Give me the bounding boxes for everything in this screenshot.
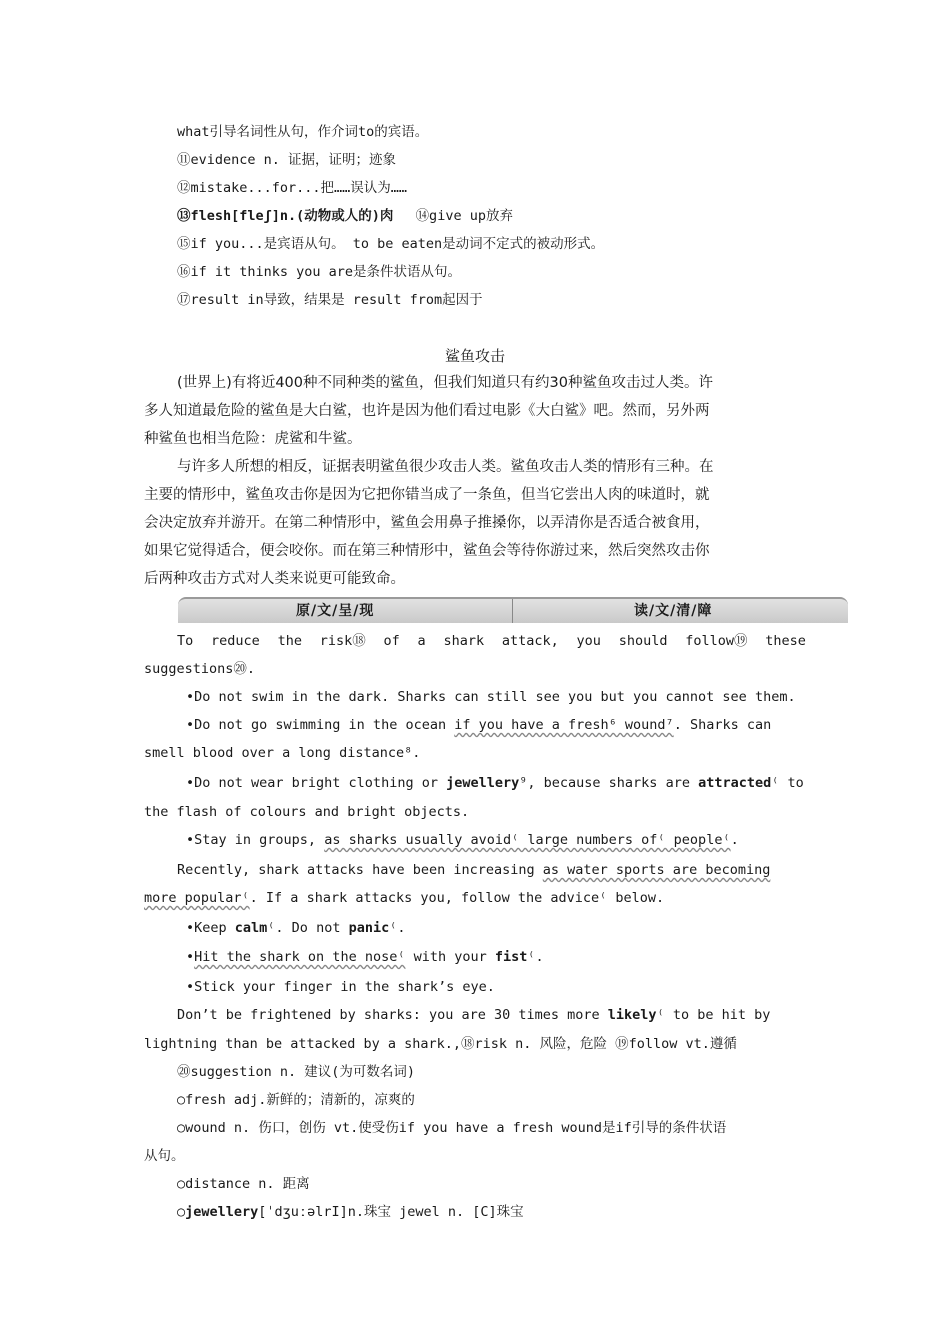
passage-line (177, 1005, 770, 1025)
header-reading-notes: 读/文/清/障 (634, 603, 713, 619)
passage-word: shark (443, 633, 485, 649)
note-line: ⑪evidence n. 证据，证明；迹象 (177, 152, 397, 168)
note-line (177, 1202, 524, 1222)
passage-line: the flash of colours and bright objects. (144, 804, 470, 820)
passage-text: ⁹, because sharks are (519, 775, 690, 791)
passage-text: ⁽. Do not (267, 920, 341, 936)
header-background (178, 597, 848, 623)
passage-word: attack, (501, 633, 559, 649)
header-original-text: 原/文/呈/现 (296, 603, 375, 619)
passage-text: with your (405, 949, 487, 965)
note-text: [ˈdʒuːəlrI]n.珠宝 jewel n. [C]珠宝 (258, 1204, 524, 1220)
passage-text: Don’t be frightened by sharks: you are 30 times more (177, 1007, 600, 1023)
passage-word: reduce (211, 633, 260, 649)
translation-line: (世界上)有将近400种不同种类的鲨鱼，但我们知道只有约30种鲨鱼攻击过人类。许 (177, 375, 713, 391)
passage-text: . If a shark attacks you, follow the advice⁽ below. (249, 890, 665, 906)
passage-line (186, 830, 739, 850)
translation-line: 主要的情形中，鲨鱼攻击你是因为它把你错当成了一条鱼，但当它尝出人肉的味道时，就 (144, 487, 710, 503)
note-line: ⑫mistake...for...把……误认为…… (177, 180, 408, 196)
passage-highlight: Hit the shark on the nose⁽ (194, 949, 406, 965)
passage-keyword: panic (348, 920, 390, 936)
passage-word: the (277, 633, 302, 649)
passage-text: ⁽ to be hit by (656, 1007, 771, 1023)
note-line: ⑮if you...是宾语从句。 to be eaten是动词不定式的被动形式。 (177, 236, 605, 252)
note-line: 从句。 (144, 1148, 185, 1164)
passage-line: suggestions⑳. (144, 661, 256, 677)
passage-word: should (618, 633, 668, 649)
passage-text: •Do not go swimming in the ocean (186, 717, 447, 733)
passage-word: risk⑱ (319, 633, 366, 649)
passage-highlight: if you have a fresh⁶ wound⁷ (454, 717, 674, 733)
header-divider (512, 599, 513, 623)
passage-text: . (730, 832, 739, 848)
passage-line (186, 947, 544, 967)
note-line: ○distance n. 距离 (177, 1176, 310, 1192)
passage-text: ⁽. (389, 920, 406, 936)
passage-text: Recently, shark attacks have been increasing (177, 862, 535, 878)
passage-text: •Keep (186, 920, 227, 936)
passage-word: a (417, 633, 426, 649)
translation-line: 多人知道最危险的鲨鱼是大白鲨，也许是因为他们看过电影《大白鲨》吧。然而，另外两 (144, 403, 710, 419)
note-line: ○fresh adj.新鲜的；清新的，凉爽的 (177, 1092, 415, 1108)
note-line: ○wound n. 伤口，创伤 vt.使受伤if you have a fresh wound是if引导的条件状语 (177, 1120, 727, 1136)
translation-line: 如果它觉得适合，便会咬你。而在第三种情形中，鲨鱼会等待你游过来，然后突然攻击你 (144, 543, 710, 559)
passage-word: To (177, 633, 194, 649)
note-keyword: jewellery (185, 1204, 259, 1220)
note-line: ⑳suggestion n. 建议(为可数名词) (177, 1064, 416, 1080)
note-text: ○ (177, 1204, 186, 1220)
note-line: ⑯if it thinks you are是条件状语从句。 (177, 264, 462, 280)
passage-highlight: as water sports are becoming (542, 862, 771, 878)
passage-word: these (765, 633, 806, 649)
passage-keyword: fist (494, 949, 528, 965)
passage-line (186, 918, 406, 938)
passage-word: you (576, 633, 601, 649)
translation-title: 鲨鱼攻击 (444, 347, 505, 365)
passage-text: ⁽. (527, 949, 544, 965)
note-line (177, 206, 513, 226)
passage-line: •Stick your finger in the shark’s eye. (186, 979, 495, 995)
passage-highlight: more popular⁽ (144, 890, 250, 906)
passage-word: follow⑲ (685, 633, 748, 649)
passage-keyword: jewellery (446, 775, 520, 791)
passage-text: . Sharks can (673, 717, 772, 733)
note-flesh: ⑬flesh[fleʃ]n.(动物或人的)肉 (177, 208, 394, 224)
passage-line (177, 631, 806, 651)
passage-line: lightning than be attacked by a shark.,⑱risk n. 风险，危险 ⑲follow vt.遵循 (144, 1036, 737, 1052)
translation-line: 种鲨鱼也相当危险：虎鲨和牛鲨。 (144, 431, 362, 447)
section-header-bar (178, 597, 848, 623)
translation-line: 会决定放弃并游开。在第二种情形中，鲨鱼会用鼻子推搡你，以弄清你是否适合被食用， (144, 515, 710, 531)
passage-line (186, 773, 804, 793)
passage-keyword: likely (607, 1007, 657, 1023)
passage-keyword: calm (234, 920, 268, 936)
passage-keyword: attracted (698, 775, 772, 791)
passage-line: smell blood over a long distance⁸. (144, 745, 421, 761)
passage-text: •Stay in groups, (186, 832, 317, 848)
translation-line: 后两种攻击方式对人类来说更可能致命。 (144, 571, 405, 587)
passage-text: • (186, 949, 195, 965)
passage-word: of (383, 633, 400, 649)
translation-line: 与许多人所想的相反，证据表明鲨鱼很少攻击人类。鲨鱼攻击人类的情形有三种。在 (177, 459, 714, 475)
passage-line (186, 715, 771, 735)
passage-line (144, 888, 664, 908)
note-give-up: ⑭give up放弃 (415, 208, 513, 224)
passage-line: •Do not swim in the dark. Sharks can still see you but you cannot see them. (186, 689, 796, 705)
note-line: ⑰result in导致，结果是 result from起因于 (177, 292, 483, 308)
passage-text: •Do not wear bright clothing or (186, 775, 438, 791)
note-line: what引导名词性从句，作介词to的宾语。 (177, 124, 429, 140)
passage-line (177, 860, 770, 880)
passage-highlight: as sharks usually avoid⁽ large numbers of⁽ people⁽ (324, 832, 731, 848)
passage-text: ⁽ to (771, 775, 804, 791)
